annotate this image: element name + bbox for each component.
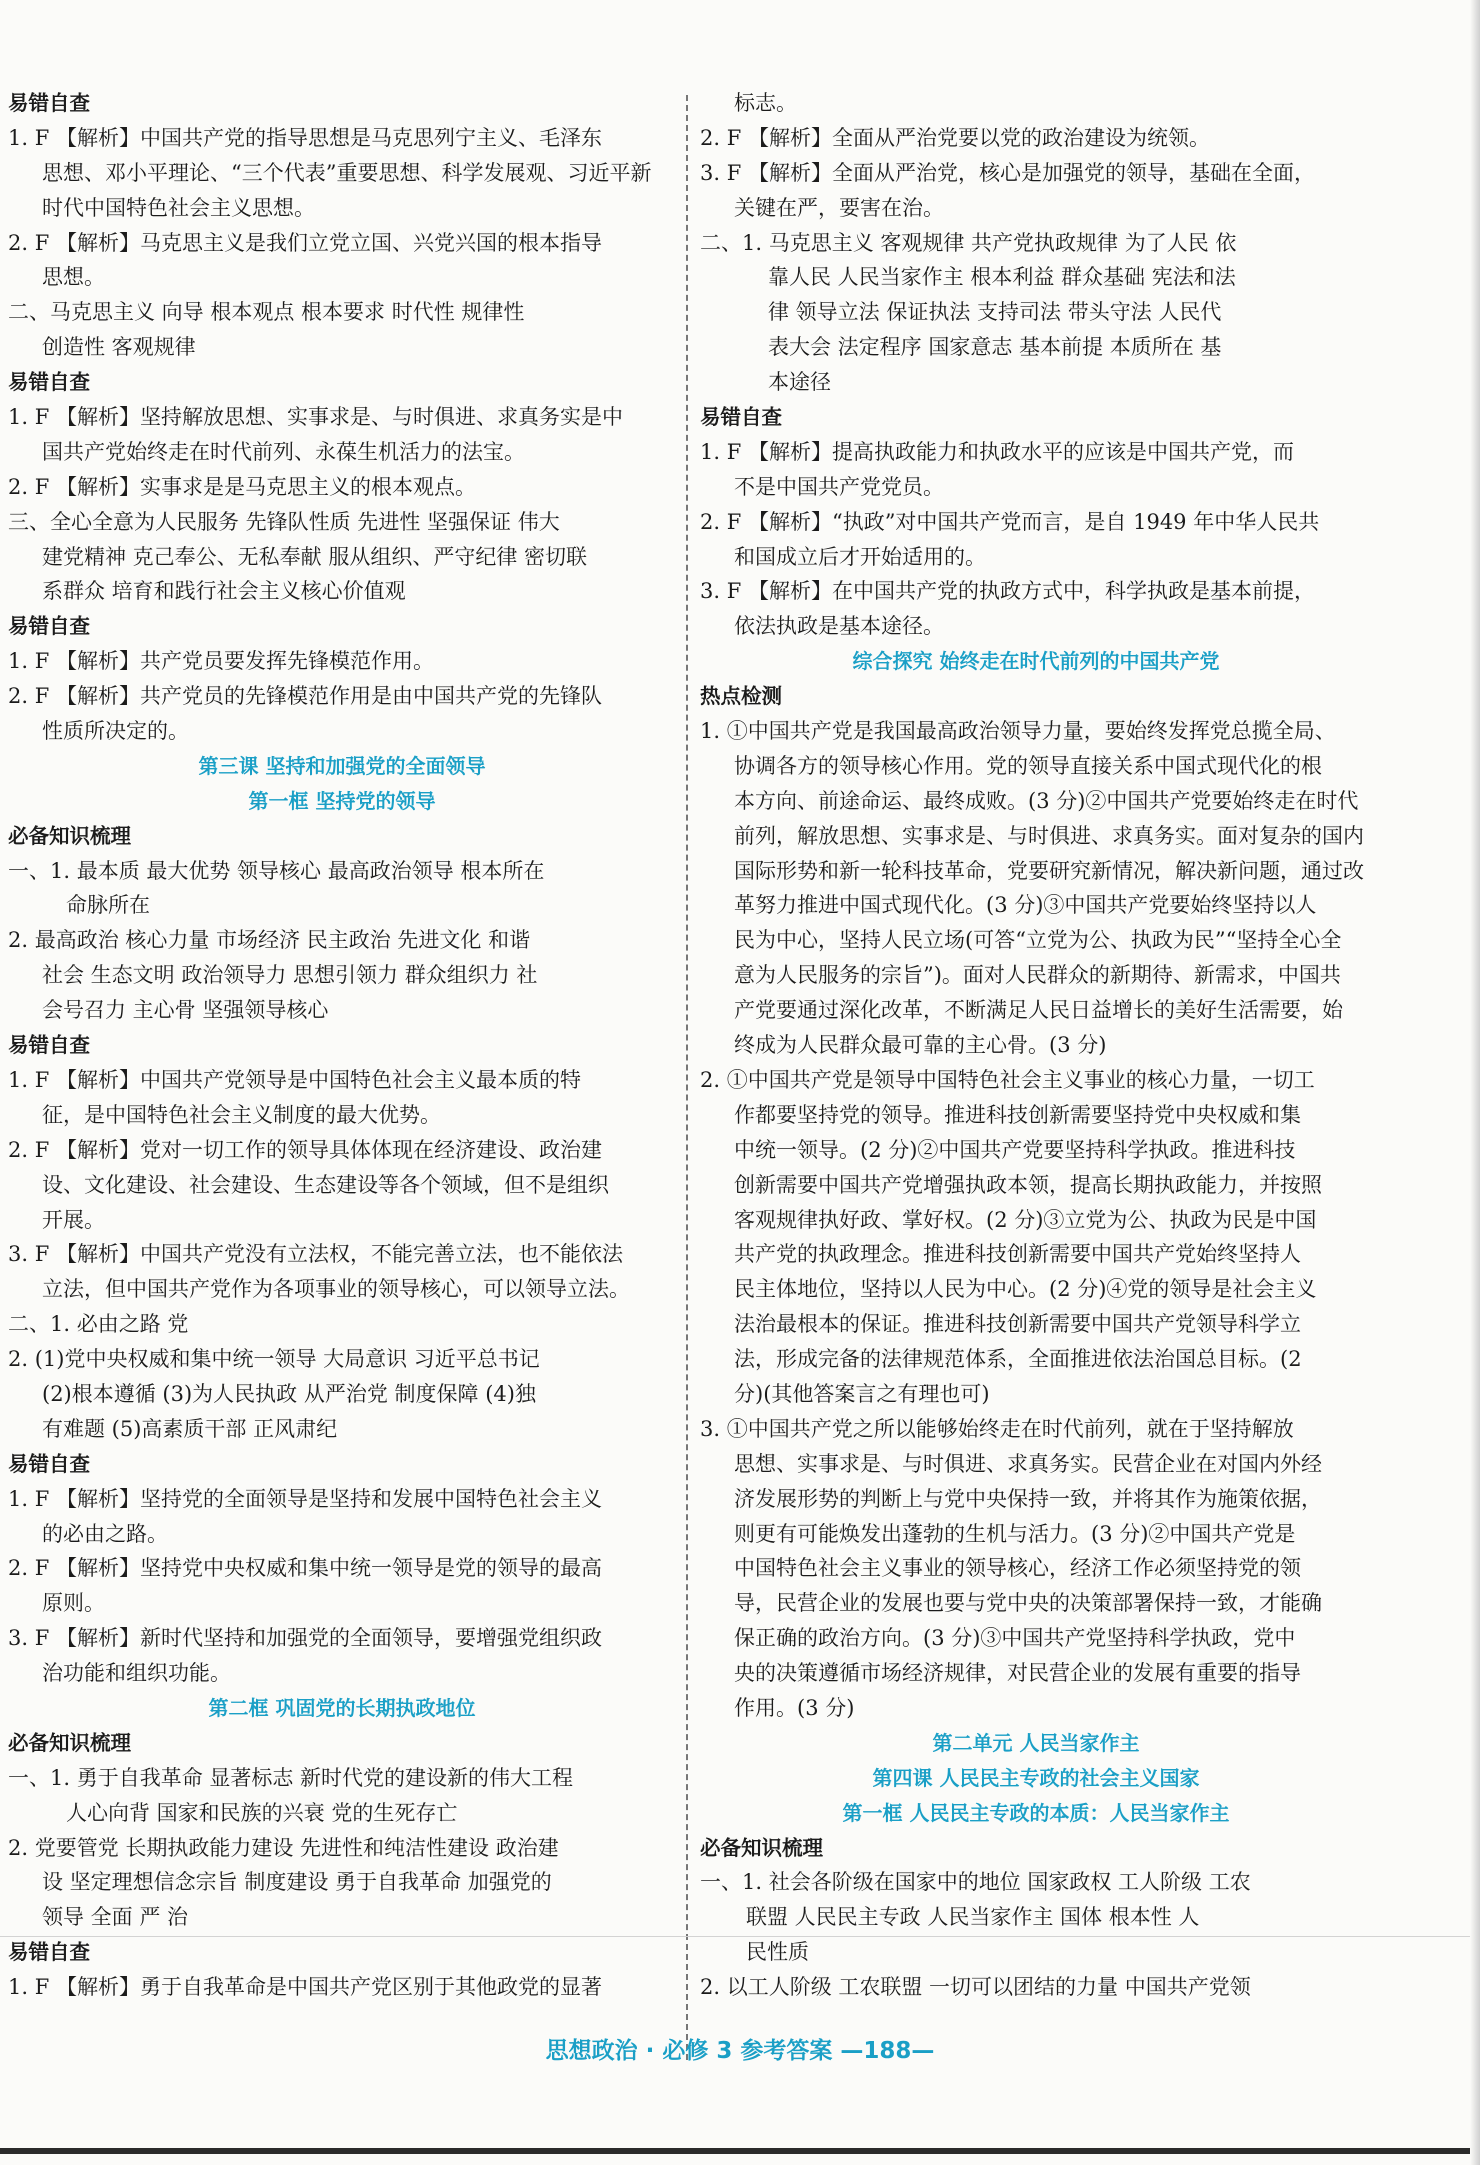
answer-line: 思想、实事求是、与时俱进、求真务实。民营企业在对国内外经 [734, 1451, 1322, 1476]
answer-line: 作都要坚持党的领导。推进科技创新需要坚持党中央权威和集 [734, 1102, 1301, 1127]
answer-line: 时代中国特色社会主义思想。 [42, 195, 315, 220]
answer-line: 关键在严，要害在治。 [734, 195, 944, 220]
answer-line: 1. F 【解析】勇于自我革命是中国共产党区别于其他政党的显著 [8, 1975, 602, 2000]
answer-line: 2. 以工人阶级 工农联盟 一切可以团结的力量 中国共产党领 [700, 1975, 1251, 2000]
answer-line: 靠人民 人民当家作主 根本利益 群众基础 宪法和法 [768, 265, 1236, 290]
answer-line: 本方向、前途命运、最终成败。(3 分)②中国共产党要始终走在时代 [734, 788, 1359, 813]
answer-line: 3. F 【解析】新时代坚持和加强党的全面领导，要增强党组织政 [8, 1626, 602, 1651]
answer-line: 中国特色社会主义事业的领导核心，经济工作必须坚持党的领 [734, 1556, 1301, 1581]
page-footer: 思想政治 · 必修 3 参考答案 —188— [545, 2038, 935, 2064]
answer-line: 征，是中国特色社会主义制度的最大优势。 [42, 1102, 441, 1127]
answer-line: 律 领导立法 保证执法 支持司法 带头守法 人民代 [768, 300, 1222, 325]
answer-line: 表大会 法定程序 国家意志 基本前提 本质所在 基 [768, 335, 1222, 360]
answer-line: 命脉所在 [66, 893, 150, 918]
answer-line: 客观规律执好政、掌好权。(2 分)③立党为公、执政为民是中国 [734, 1207, 1317, 1232]
answer-line: 1. F 【解析】中国共产党的指导思想是马克思列宁主义、毛泽东 [8, 125, 602, 150]
answer-line: 1. ①中国共产党是我国最高政治领导力量，要始终发挥党总揽全局、 [700, 719, 1336, 744]
answer-line: 2. F 【解析】马克思主义是我们立党立国、兴党兴国的根本指导 [8, 230, 602, 255]
answer-line: 一、1. 最本质 最大优势 领导核心 最高政治领导 根本所在 [8, 858, 545, 883]
answer-line: 的必由之路。 [42, 1521, 168, 1546]
answer-line: 3. F 【解析】中国共产党没有立法权，不能完善立法，也不能依法 [8, 1242, 623, 1267]
answer-line: 济发展形势的判断上与党中央保持一致，并将其作为施策依据， [734, 1486, 1322, 1511]
answer-line: 产党要通过深化改革，不断满足人民日益增长的美好生活需要，始 [734, 998, 1343, 1023]
lesson-title: 第一框 坚持党的领导 [248, 788, 436, 813]
answer-line: 2. (1)党中央权威和集中统一领导 大局意识 习近平总书记 [8, 1347, 540, 1372]
bottom-edge-bar [0, 2148, 1480, 2154]
answer-line: 作用。(3 分) [734, 1695, 855, 1720]
answer-line: 有难题 (5)高素质干部 正风肃纪 [42, 1416, 338, 1441]
answer-line: 3. F 【解析】在中国共产党的执政方式中，科学执政是基本前提， [700, 579, 1315, 604]
answer-line: 1. F 【解析】坚持党的全面领导是坚持和发展中国特色社会主义 [8, 1486, 602, 1511]
lesson-title: 第二单元 人民当家作主 [932, 1730, 1140, 1755]
answer-line: 一、1. 社会各阶级在国家中的地位 国家政权 工人阶级 工农 [700, 1870, 1251, 1895]
answer-line: 标志。 [734, 91, 797, 115]
answer-line: 2. 党要管党 长期执政能力建设 先进性和纯洁性建设 政治建 [8, 1835, 559, 1860]
answer-line: 依法执政是基本途径。 [734, 614, 944, 639]
lesson-title: 第一框 人民民主专政的本质：人民当家作主 [842, 1800, 1230, 1825]
answer-line: 思想。 [42, 265, 105, 290]
answer-line: 一、1. 勇于自我革命 显著标志 新时代党的建设新的伟大工程 [8, 1765, 574, 1790]
section-heading: 易错自查 [700, 405, 782, 430]
section-heading: 热点检测 [700, 684, 782, 709]
answer-line: 民主体地位，坚持以人民为中心。(2 分)④党的领导是社会主义 [734, 1277, 1317, 1302]
answer-line: (2)根本遵循 (3)为人民执政 从严治党 制度保障 (4)独 [42, 1381, 536, 1406]
answer-line: 创新需要中国共产党增强执政本领，提高长期执政能力，并按照 [734, 1172, 1322, 1197]
section-heading: 易错自查 [8, 1940, 90, 1965]
answer-line: 导，民营企业的发展也要与党中央的决策部署保持一致，才能确 [734, 1591, 1322, 1616]
answer-line: 民性质 [746, 1940, 809, 1965]
answer-line: 3. F 【解析】全面从严治党，核心是加强党的领导，基础在全面， [700, 160, 1315, 185]
answer-line: 协调各方的领导核心作用。党的领导直接关系中国式现代化的根 [734, 753, 1322, 778]
lesson-title: 综合探究 始终走在时代前列的中国共产党 [852, 649, 1220, 674]
answer-line: 立法，但中国共产党作为各项事业的领导核心，可以领导立法。 [42, 1277, 630, 1302]
lesson-title: 第三课 坚持和加强党的全面领导 [198, 753, 486, 778]
answer-line: 中统一领导。(2 分)②中国共产党要坚持科学执政。推进科技 [734, 1137, 1296, 1162]
left-column [8, 86, 676, 2005]
answer-line: 2. F 【解析】共产党员的先锋模范作用是由中国共产党的先锋队 [8, 684, 602, 709]
section-heading: 必备知识梳理 [700, 1835, 823, 1860]
answer-line: 社会 生态文明 政治领导力 思想引领力 群众组织力 社 [42, 963, 538, 988]
answer-line: 系群众 培育和践行社会主义核心价值观 [42, 579, 406, 604]
answer-line: 三、全心全意为人民服务 先锋队性质 先进性 坚强保证 伟大 [8, 509, 560, 534]
column-divider [686, 95, 688, 2060]
answer-line: 性质所决定的。 [42, 719, 189, 744]
answer-line: 联盟 人民民主专政 人民当家作主 国体 根本性 人 [746, 1905, 1200, 1930]
answer-line: 3. ①中国共产党之所以能够始终走在时代前列，就在于坚持解放 [700, 1416, 1294, 1441]
answer-line: 二、马克思主义 向导 根本观点 根本要求 时代性 规律性 [8, 300, 525, 325]
answer-line: 设、文化建设、社会建设、生态建设等各个领域，但不是组织 [42, 1172, 609, 1197]
answer-line: 领导 全面 严 治 [42, 1905, 189, 1930]
answer-line: 1. F 【解析】坚持解放思想、实事求是、与时俱进、求真务实是中 [8, 405, 623, 430]
answer-line: 会号召力 主心骨 坚强领导核心 [42, 998, 329, 1023]
section-heading: 易错自查 [8, 370, 90, 395]
section-heading: 易错自查 [8, 91, 90, 115]
section-heading: 易错自查 [8, 1033, 90, 1058]
lesson-title: 第二框 巩固党的长期执政地位 [208, 1695, 476, 1720]
answer-line: 二、1. 必由之路 党 [8, 1312, 189, 1337]
section-heading: 必备知识梳理 [8, 1730, 131, 1755]
answer-line: 2. F 【解析】党对一切工作的领导具体体现在经济建设、政治建 [8, 1137, 602, 1162]
section-heading: 易错自查 [8, 1451, 90, 1476]
fold-line [0, 1936, 1480, 1937]
answer-line: 民为中心，坚持人民立场(可答“立党为公、执政为民”“坚持全心全 [734, 928, 1342, 953]
answer-line: 法治最根本的保证。推进科技创新需要中国共产党领导科学立 [734, 1312, 1301, 1337]
answer-line: 央的决策遵循市场经济规律，对民营企业的发展有重要的指导 [734, 1661, 1301, 1686]
answer-line: 创造性 客观规律 [42, 335, 196, 360]
answer-line: 开展。 [42, 1207, 105, 1232]
answer-line: 设 坚定理想信念宗旨 制度建设 勇于自我革命 加强党的 [42, 1870, 552, 1895]
answer-line: 终成为人民群众最可靠的主心骨。(3 分) [734, 1033, 1107, 1058]
answer-line: 则更有可能焕发出蓬勃的生机与活力。(3 分)②中国共产党是 [734, 1521, 1296, 1546]
answer-line: 和国成立后才开始适用的。 [734, 544, 986, 569]
answer-line: 2. F 【解析】坚持党中央权威和集中统一领导是党的领导的最高 [8, 1556, 602, 1581]
answer-line: 革努力推进中国式现代化。(3 分)③中国共产党要始终坚持以人 [734, 893, 1317, 918]
answer-line: 二、1. 马克思主义 客观规律 共产党执政规律 为了人民 依 [700, 230, 1237, 255]
answer-line: 2. ①中国共产党是领导中国特色社会主义事业的核心力量，一切工 [700, 1067, 1315, 1092]
answer-line: 不是中国共产党党员。 [734, 474, 944, 499]
answer-line: 国共产党始终走在时代前列、永葆生机活力的法宝。 [42, 439, 525, 464]
answer-line: 1. F 【解析】共产党员要发挥先锋模范作用。 [8, 649, 434, 674]
answer-line: 意为人民服务的宗旨”)。面对人民群众的新期待、新需求，中国共 [734, 963, 1341, 988]
answer-line: 分)(其他答案言之有理也可) [734, 1381, 990, 1406]
answer-line: 1. F 【解析】提高执政能力和执政水平的应该是中国共产党，而 [700, 439, 1294, 464]
answer-line: 保正确的政治方向。(3 分)③中国共产党坚持科学执政，党中 [734, 1626, 1296, 1651]
answer-line: 思想、邓小平理论、“三个代表”重要思想、科学发展观、习近平新 [42, 160, 652, 185]
answer-line: 人心向背 国家和民族的兴衰 党的生死存亡 [66, 1800, 458, 1825]
answer-line: 建党精神 克己奉公、无私奉献 服从组织、严守纪律 密切联 [42, 544, 588, 569]
answer-line: 法，形成完备的法律规范体系，全面推进依法治国总目标。(2 [734, 1347, 1302, 1372]
answer-line: 国际形势和新一轮科技革命，党要研究新情况，解决新问题，通过改 [734, 858, 1364, 883]
right-column [700, 86, 1372, 2005]
section-heading: 必备知识梳理 [8, 823, 131, 848]
answer-line: 2. F 【解析】“执政”对中国共产党而言，是自 1949 年中华人民共 [700, 509, 1320, 534]
answer-line: 共产党的执政理念。推进科技创新需要中国共产党始终坚持人 [734, 1242, 1301, 1267]
answer-line: 治功能和组织功能。 [42, 1661, 231, 1686]
page-edge-shadow [1470, 0, 1480, 2165]
lesson-title: 第四课 人民民主专政的社会主义国家 [872, 1765, 1200, 1790]
section-heading: 易错自查 [8, 614, 90, 639]
answer-line: 前列，解放思想、实事求是、与时俱进、求真务实。面对复杂的国内 [734, 823, 1364, 848]
answer-line: 本途径 [768, 370, 831, 395]
answer-line: 2. F 【解析】实事求是是马克思主义的根本观点。 [8, 474, 476, 499]
answer-line: 2. 最高政治 核心力量 市场经济 民主政治 先进文化 和谐 [8, 928, 531, 953]
answer-line: 2. F 【解析】全面从严治党要以党的政治建设为统领。 [700, 125, 1210, 150]
answer-line: 原则。 [42, 1591, 105, 1616]
answer-line: 1. F 【解析】中国共产党领导是中国特色社会主义最本质的特 [8, 1067, 581, 1092]
